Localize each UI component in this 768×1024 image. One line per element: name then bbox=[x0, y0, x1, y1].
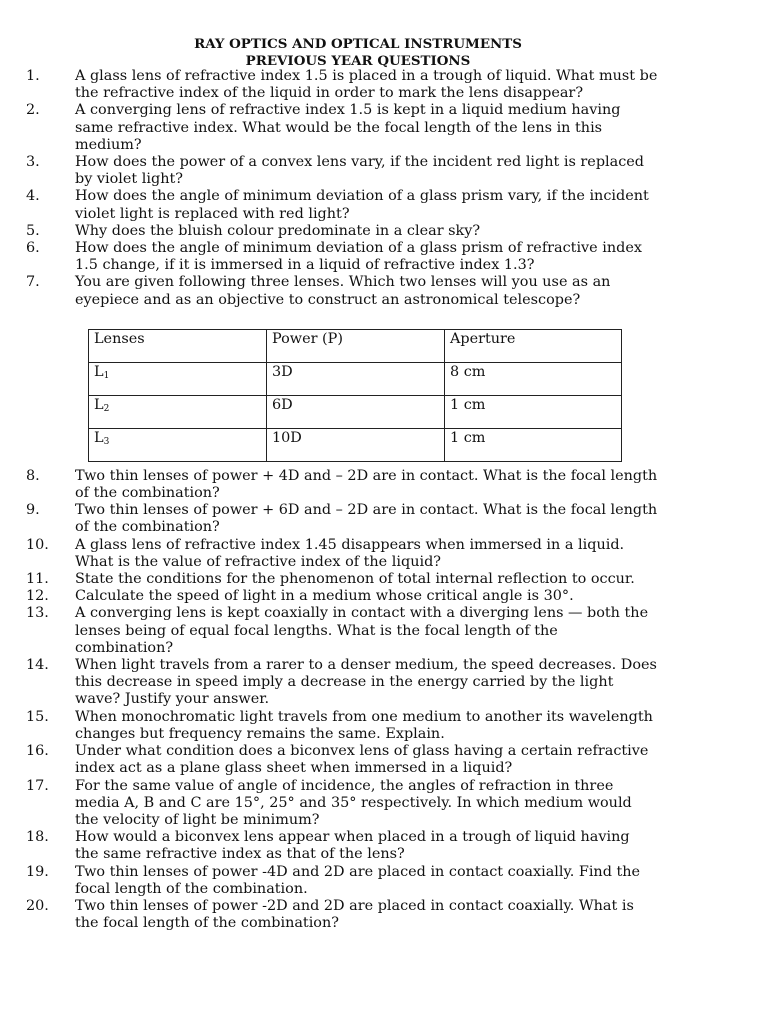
table-cell-aperture: 1 cm bbox=[445, 428, 622, 461]
question-number: 8. bbox=[26, 467, 40, 484]
table-row bbox=[89, 395, 622, 428]
question-number: 1. bbox=[26, 68, 40, 84]
question-text: Two thin lenses of power + 6D and – 2D are in contact. What is the focal length of the combination? bbox=[75, 502, 658, 536]
table-header-cell: Power (P) bbox=[267, 329, 445, 362]
lens-subscript: 3 bbox=[103, 436, 110, 447]
lens-name: L bbox=[94, 429, 104, 446]
table-header-cell: Aperture bbox=[445, 329, 622, 362]
table-cell-lens bbox=[89, 395, 267, 428]
lens-name: L bbox=[94, 396, 104, 413]
question-text: A glass lens of refractive index 1.5 is placed in a trough of liquid. What must be the refractive index of the liquid in order to mark the lens disappear? bbox=[75, 68, 658, 102]
question-number: 11. bbox=[26, 571, 49, 588]
page-title: RAY OPTICS AND OPTICAL INSTRUMENTS bbox=[194, 36, 522, 52]
question-text: How does the power of a convex lens vary, if the incident red light is replaced by violet light? bbox=[75, 154, 645, 188]
question-number: 16. bbox=[26, 743, 49, 760]
question-text: Calculate the speed of light in a medium whose critical angle is 30°. bbox=[75, 588, 574, 605]
question-item bbox=[0, 743, 768, 777]
question-text: When monochromatic light travels from one medium to another its wavelength changes but frequency remains the same. Explain. bbox=[75, 708, 653, 742]
question-item bbox=[0, 537, 768, 571]
question-text: For the same value of angle of incidence, the angles of refraction in three media A, B and C are 15°, 25° and 35° respectively. In which medium would the velocity of light be minimum? bbox=[75, 777, 632, 828]
question-text: Two thin lenses of power + 4D and – 2D are in contact. What is the focal length of the combination? bbox=[75, 467, 658, 502]
table-cell-aperture: 1 cm bbox=[445, 395, 622, 428]
question-number: 18. bbox=[26, 829, 49, 846]
table-header-row bbox=[89, 329, 622, 362]
question-text: When light travels from a rarer to a denser medium, the speed decreases. Does this decrease in speed imply a decrease in the energy carried by the light wave? Justify your answer. bbox=[75, 657, 657, 708]
question-text: Why does the bluish colour predominate in a clear sky? bbox=[75, 222, 481, 239]
question-number: 5. bbox=[26, 222, 40, 239]
table-cell-power: 10D bbox=[267, 428, 445, 461]
question-number: 19. bbox=[26, 863, 49, 880]
question-text: A glass lens of refractive index 1.45 disappears when immersed in a liquid. What is the value of refractive index of the liquid? bbox=[75, 536, 625, 570]
question-item bbox=[0, 102, 768, 154]
question-number: 15. bbox=[26, 708, 49, 725]
question-number: 14. bbox=[26, 657, 49, 674]
table-row bbox=[89, 428, 622, 461]
table-row bbox=[89, 362, 622, 395]
question-number: 6. bbox=[26, 240, 40, 257]
question-number: 7. bbox=[26, 274, 40, 291]
question-number: 13. bbox=[26, 605, 49, 622]
question-item bbox=[0, 829, 768, 863]
question-text: How would a biconvex lens appear when placed in a trough of liquid having the same refractive index as that of the lens? bbox=[75, 829, 630, 863]
table-cell-lens bbox=[89, 428, 267, 461]
question-text: Under what condition does a biconvex lens of glass having a certain refractive index act as a plane glass sheet when immersed in a liquid? bbox=[75, 743, 649, 777]
question-item bbox=[0, 605, 768, 657]
table-cell-power: 6D bbox=[267, 395, 445, 428]
question-item bbox=[0, 657, 768, 709]
question-item bbox=[0, 709, 768, 743]
table-header-cell: Lenses bbox=[89, 329, 267, 362]
question-group-2 bbox=[0, 468, 768, 932]
question-text: State the conditions for the phenomenon of total internal reflection to occur. bbox=[75, 571, 635, 588]
question-number: 9. bbox=[26, 502, 40, 519]
question-item bbox=[0, 588, 768, 605]
question-item bbox=[0, 778, 768, 830]
table-cell-lens bbox=[89, 362, 267, 395]
question-number: 10. bbox=[26, 536, 49, 553]
question-item bbox=[0, 502, 768, 536]
lens-subscript: 1 bbox=[103, 370, 110, 381]
question-item bbox=[0, 154, 768, 188]
question-item bbox=[0, 240, 768, 274]
question-text: How does the angle of minimum deviation of a glass prism vary, if the incident violet light is replaced with red light? bbox=[75, 188, 649, 222]
question-number: 17. bbox=[26, 777, 49, 794]
question-item bbox=[0, 223, 768, 240]
question-text: A converging lens is kept coaxially in contact with a diverging lens — both the lenses being of equal focal lengths. What is the focal length of the combination? bbox=[75, 605, 649, 656]
question-number: 20. bbox=[26, 897, 49, 914]
question-item bbox=[0, 274, 768, 308]
question-item bbox=[0, 571, 768, 588]
question-number: 3. bbox=[26, 154, 40, 171]
lens-subscript: 2 bbox=[103, 403, 110, 414]
question-list bbox=[0, 68, 768, 932]
question-number: 12. bbox=[26, 588, 49, 605]
question-number: 4. bbox=[26, 188, 40, 205]
question-item bbox=[0, 468, 768, 502]
question-text: A converging lens of refractive index 1.5 is kept in a liquid medium having same refractive index. What would be the focal length of the lens in this medium? bbox=[75, 102, 621, 153]
question-item bbox=[0, 864, 768, 898]
lens-name: L bbox=[94, 363, 104, 380]
question-text: Two thin lenses of power -4D and 2D are placed in contact coaxially. Find the focal length of the combination. bbox=[75, 863, 641, 897]
question-item bbox=[0, 68, 768, 102]
table-cell-power: 3D bbox=[267, 362, 445, 395]
question-item bbox=[0, 188, 768, 222]
question-text: Two thin lenses of power -2D and 2D are placed in contact coaxially. What is the focal length of the combination? bbox=[75, 897, 634, 932]
lens-table bbox=[88, 329, 622, 462]
question-text: You are given following three lenses. Which two lenses will you use as an eyepiece and as an objective to construct an astronomical telescope? bbox=[75, 274, 611, 308]
table-cell-aperture: 8 cm bbox=[445, 362, 622, 395]
question-item bbox=[0, 898, 768, 932]
lens-table-wrapper bbox=[0, 309, 768, 468]
question-group-1 bbox=[0, 68, 768, 309]
question-text: How does the angle of minimum deviation of a glass prism of refractive index 1.5 change, if it is immersed in a liquid of refractive index 1.3? bbox=[75, 240, 642, 274]
page-subtitle: PREVIOUS YEAR QUESTIONS bbox=[245, 53, 471, 69]
question-number: 2. bbox=[26, 102, 40, 119]
